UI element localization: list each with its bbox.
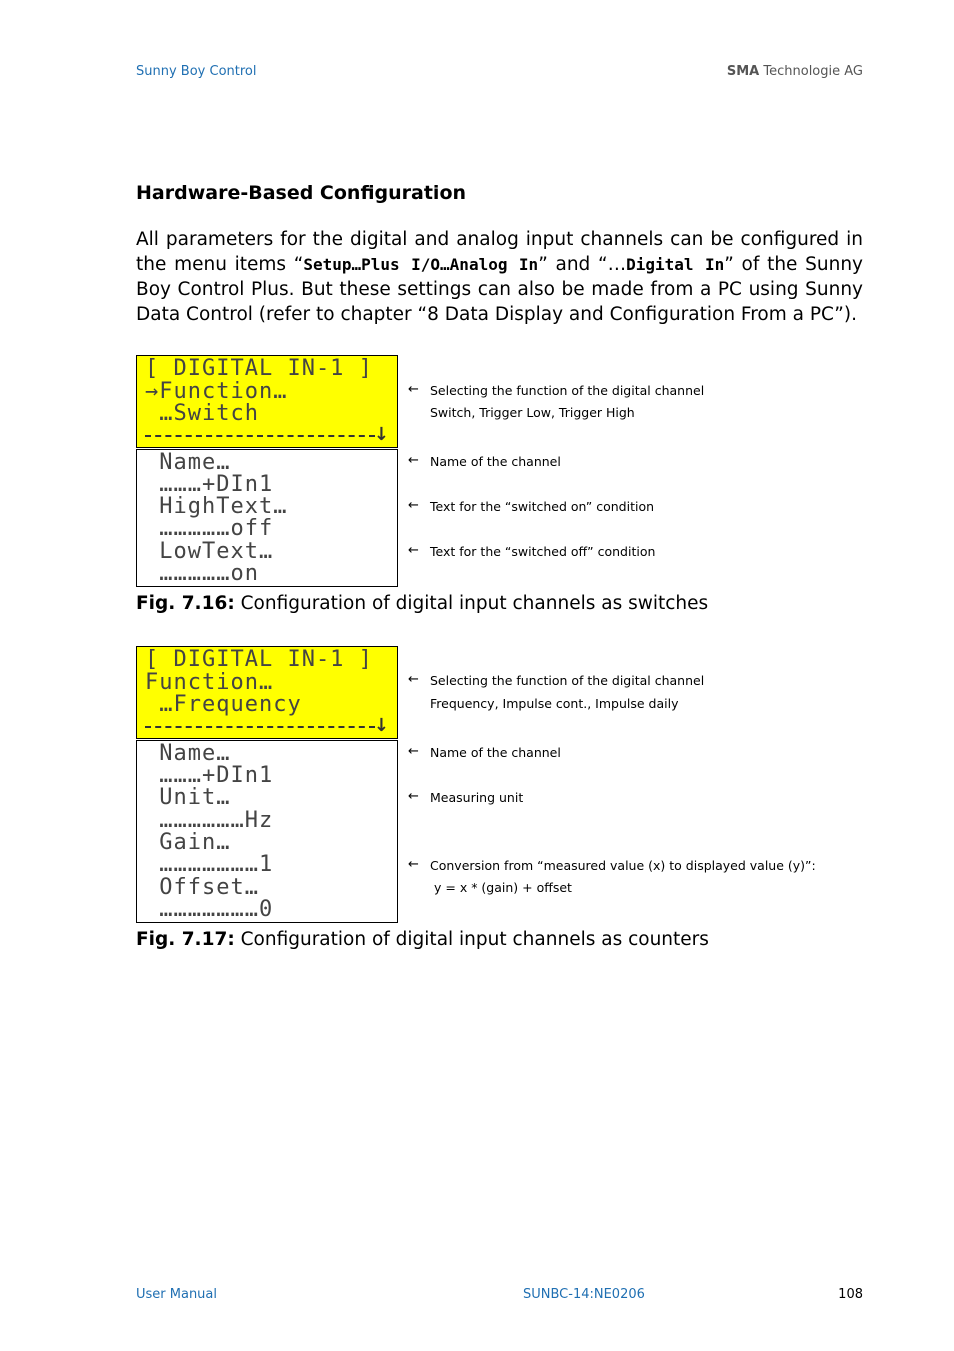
fig16-annotation: Text for the “switched off” condition bbox=[430, 544, 656, 559]
left-arrow-icon: ← bbox=[408, 744, 419, 759]
fig17-annotation: Measuring unit bbox=[430, 790, 524, 805]
down-arrow-icon: ↓ bbox=[373, 715, 389, 736]
fig16-caption-text: Configuration of digital input channels as switches bbox=[234, 593, 709, 614]
fig16-lcd-line: [ DIGITAL IN-1 ] bbox=[145, 356, 373, 381]
left-arrow-icon: ← bbox=[408, 382, 419, 397]
fig16-caption-label: Fig. 7.16: bbox=[136, 593, 235, 614]
fig16-lcd-line: HighText… bbox=[145, 494, 288, 519]
fig17-annotation: Frequency, Impulse cont., Impulse daily bbox=[430, 696, 679, 711]
fig17-lcd-line: Unit… bbox=[145, 785, 231, 810]
fig17-lcd-top-screen bbox=[136, 646, 398, 739]
running-header-title: Sunny Boy Control bbox=[136, 64, 257, 79]
fig16-lcd-separator bbox=[145, 435, 375, 437]
menu-path-analog: Setup…Plus I/O…Analog In bbox=[303, 255, 539, 274]
fig17-annotation: Name of the channel bbox=[430, 745, 561, 760]
fig17-lcd-line: Gain… bbox=[145, 830, 231, 855]
footer-left: User Manual bbox=[136, 1287, 218, 1302]
section-title: Hardware-Based Configuration bbox=[136, 182, 467, 204]
running-header-company bbox=[727, 64, 863, 79]
left-arrow-icon: ← bbox=[408, 498, 419, 513]
fig17-lcd-line: ………+DIn1 bbox=[145, 763, 274, 788]
para-part-1: All parameters for the digital and analog input channels can be configured in the menu items “ bbox=[136, 229, 863, 275]
fig16-annotation: Selecting the function of the digital channel bbox=[430, 383, 705, 398]
company-name: Technologie AG bbox=[759, 64, 863, 79]
left-arrow-icon: ← bbox=[408, 857, 419, 872]
fig17-lcd-line: Offset… bbox=[145, 875, 259, 900]
fig17-lcd-line: …………………1 bbox=[145, 852, 274, 877]
intro-paragraph bbox=[136, 227, 863, 327]
fig16-lcd-line: LowText… bbox=[145, 539, 274, 564]
fig17-caption bbox=[136, 929, 709, 950]
para-part-3: ” of the Sunny Boy Control Plus. But these settings can also be made from a PC using Sunny Data Control (refer to chapter “8 Data Display and Configuration From a PC”). bbox=[136, 254, 864, 325]
fig16-caption bbox=[136, 593, 708, 614]
left-arrow-icon: ← bbox=[408, 543, 419, 558]
footer-doc-code: SUNBC-14:NE0206 bbox=[523, 1287, 645, 1302]
fig17-caption-text: Configuration of digital input channels as counters bbox=[234, 929, 709, 950]
fig16-lcd-top-screen bbox=[136, 355, 398, 448]
left-arrow-icon: ← bbox=[408, 672, 419, 687]
fig17-annotation: Conversion from “measured value (x) to displayed value (y)”: bbox=[430, 858, 816, 873]
fig16-lcd-line: ……………on bbox=[145, 561, 259, 586]
fig16-lcd-line: →Function… bbox=[145, 379, 288, 404]
fig17-lcd-line: Function… bbox=[145, 670, 274, 695]
fig17-caption-label: Fig. 7.17: bbox=[136, 929, 235, 950]
fig16-annotation: Name of the channel bbox=[430, 454, 561, 469]
fig16-lcd-line: ……………off bbox=[145, 516, 274, 541]
left-arrow-icon: ← bbox=[408, 453, 419, 468]
fig17-annotation: Selecting the function of the digital channel bbox=[430, 673, 705, 688]
fig17-lcd-bottom-screen bbox=[136, 740, 398, 923]
fig17-lcd-separator bbox=[145, 726, 375, 728]
fig17-lcd-line: ………………Hz bbox=[145, 808, 274, 833]
fig16-lcd-line: ………+DIn1 bbox=[145, 472, 274, 497]
fig17-lcd-line: [ DIGITAL IN-1 ] bbox=[145, 647, 373, 672]
down-arrow-icon: ↓ bbox=[373, 424, 389, 445]
fig17-formula: y = x * (gain) + offset bbox=[434, 880, 572, 895]
para-part-2: ” and “… bbox=[538, 254, 627, 275]
fig16-annotation: Switch, Trigger Low, Trigger High bbox=[430, 405, 635, 420]
page-number: 108 bbox=[838, 1287, 863, 1302]
left-arrow-icon: ← bbox=[408, 789, 419, 804]
menu-path-digital: Digital In bbox=[626, 255, 725, 274]
fig16-annotation: Text for the “switched on” condition bbox=[430, 499, 655, 514]
fig16-lcd-line: Name… bbox=[145, 450, 231, 475]
brand-name: SMA bbox=[726, 64, 760, 79]
fig17-lcd-line: …………………0 bbox=[145, 897, 274, 922]
fig16-lcd-line: …Switch bbox=[145, 401, 259, 426]
fig17-lcd-line: Name… bbox=[145, 741, 231, 766]
fig16-lcd-bottom-screen bbox=[136, 449, 398, 587]
fig17-lcd-line: …Frequency bbox=[145, 692, 302, 717]
